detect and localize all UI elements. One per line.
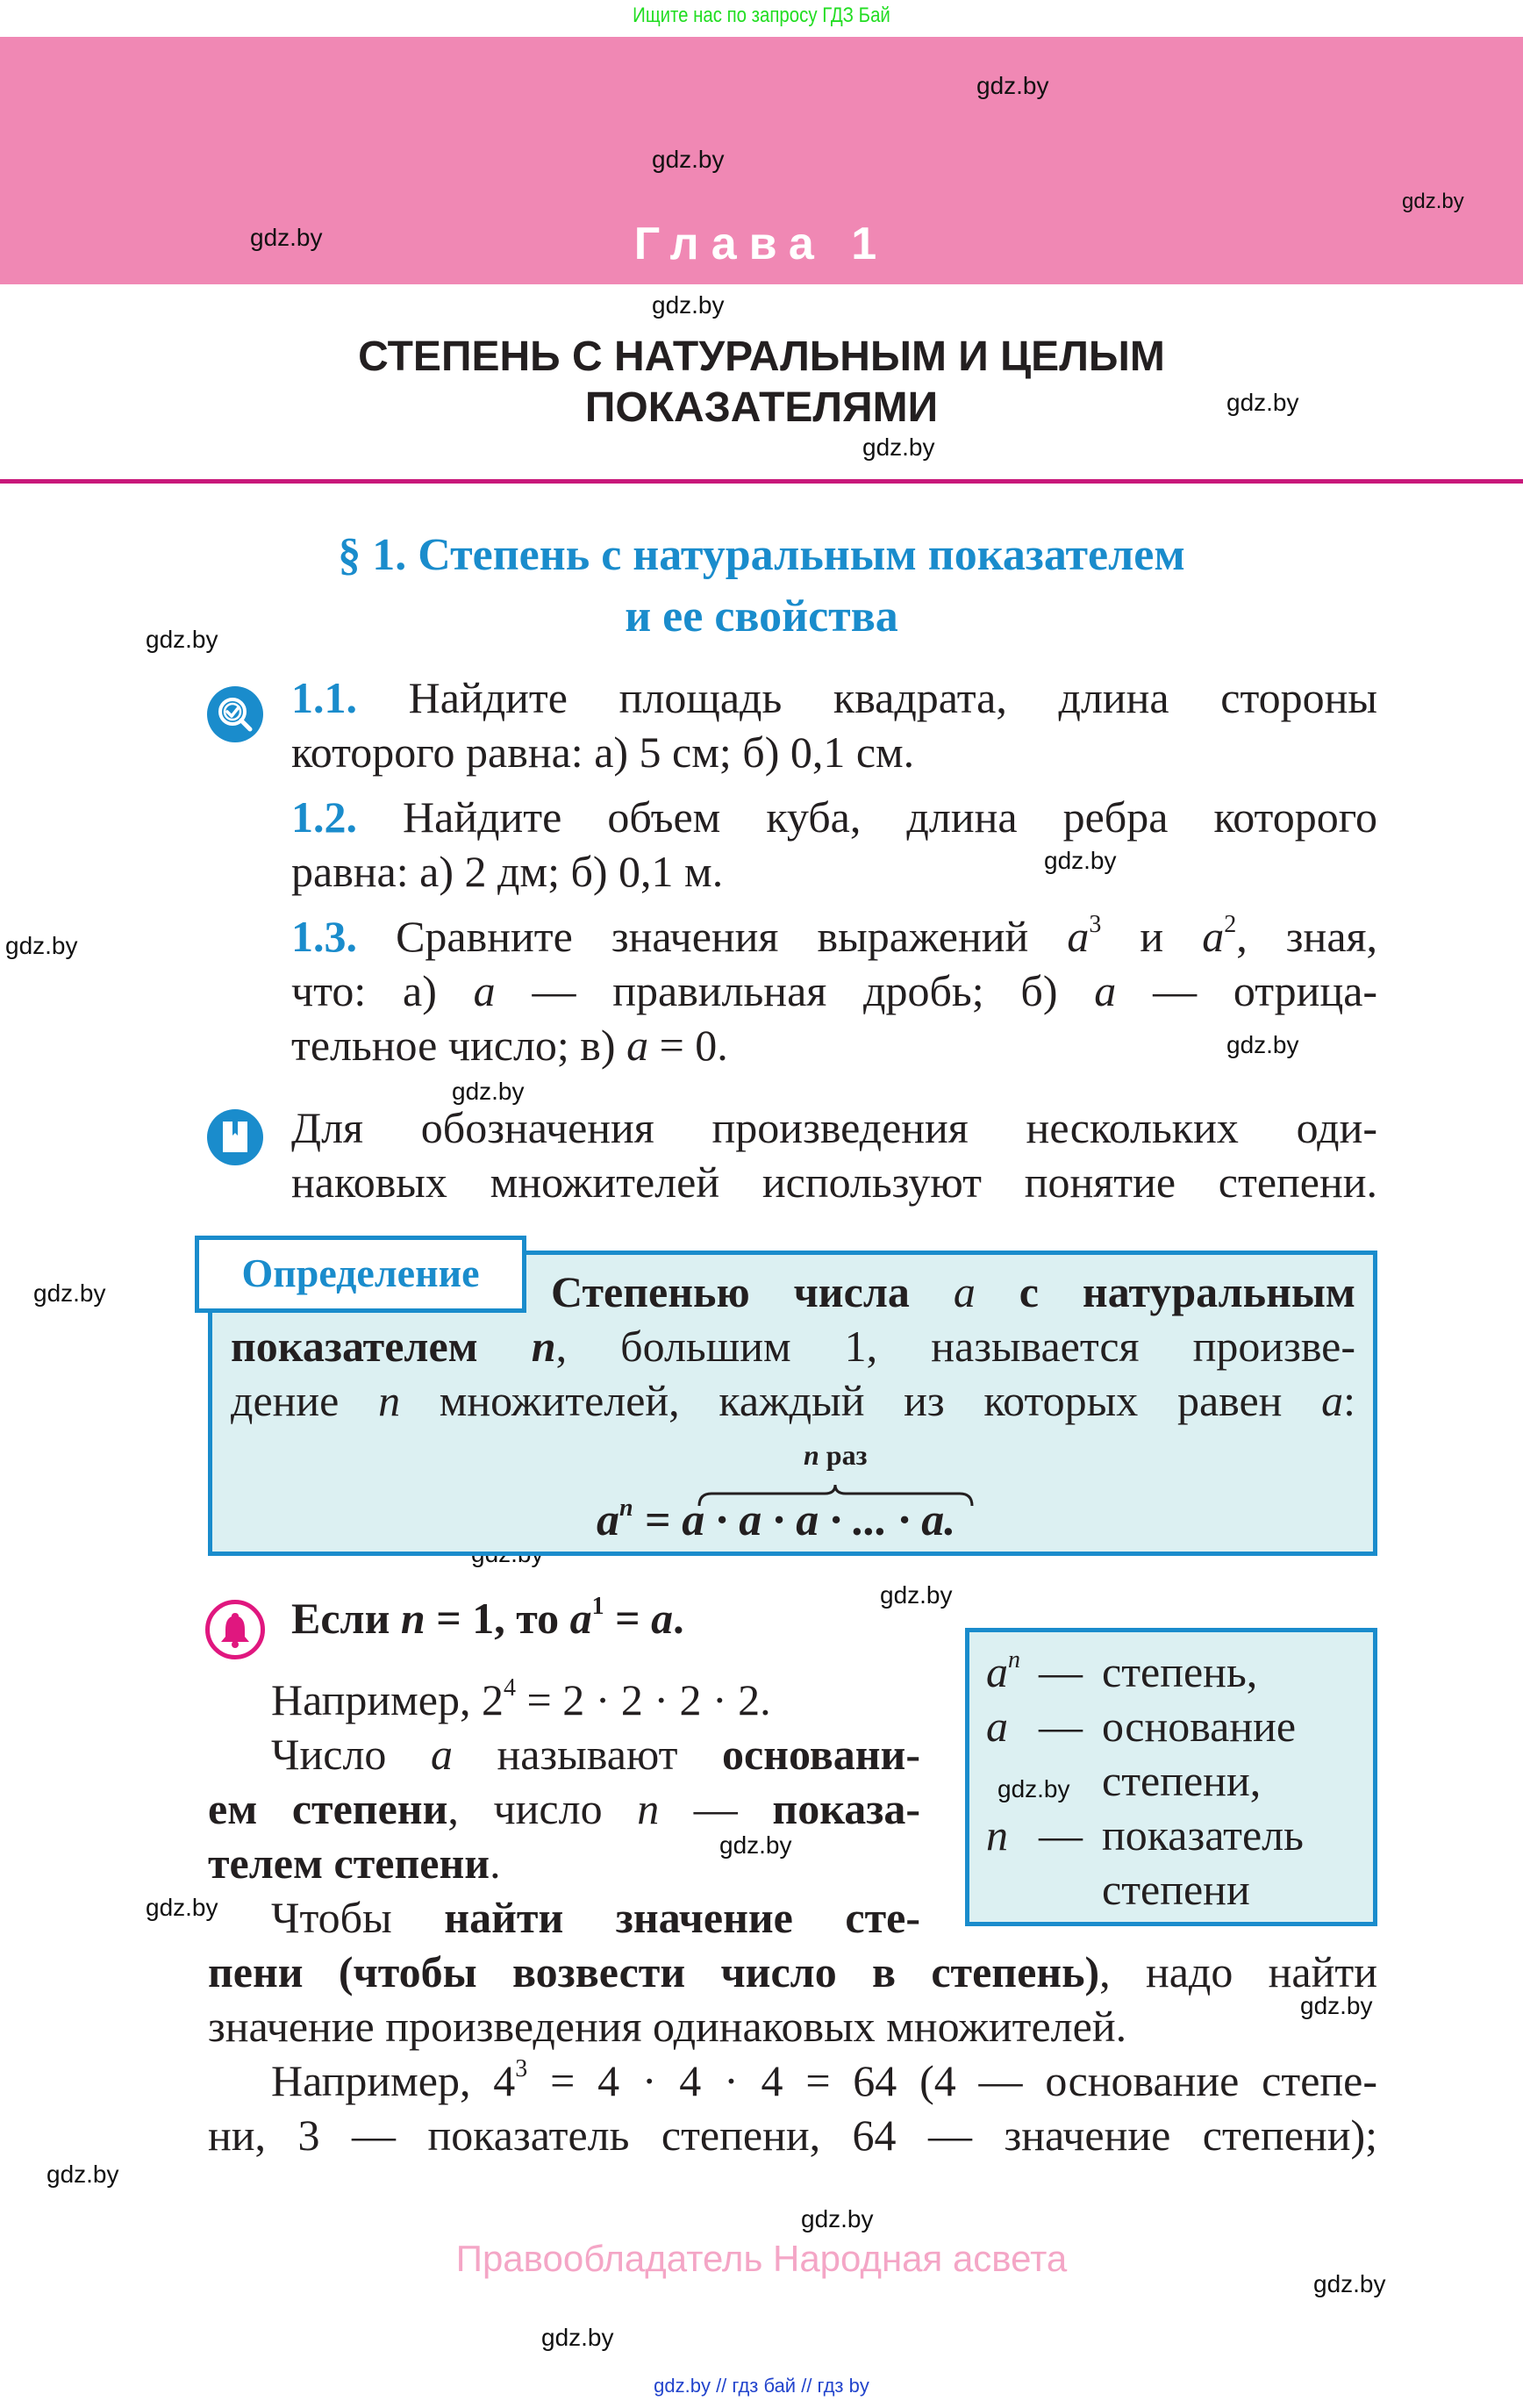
section-title-line2: и ее свойства [625,591,898,641]
watermark: gdz.by [1226,1031,1299,1058]
watermark: gdz.by [976,72,1049,99]
exercise-1-3: 1.3. Сравните значения выражений $a^3$ и $a^2$, зная, что: а) a — правильная дробь; б) a — отрица- тельное число; в) a = 0. [291,911,1378,1070]
section-divider [0,479,1523,484]
watermark: gdz.by [452,1078,525,1105]
terms-row: n — показатель [986,1810,1304,1860]
chapter-title-line2: ПОКАЗАТЕЛЯМИ [584,384,939,431]
section-title [0,525,1523,648]
watermark: gdz.by [652,291,725,319]
terms-row: $a^n$ — степень, [986,1646,1258,1696]
watermark: gdz.by [250,224,323,251]
watermark: gdz.by [1402,190,1464,213]
watermark: gdz.by [146,626,218,653]
chapter-title [0,332,1523,434]
bottom-links[interactable]: gdz.by // гдз бай // гдз by [654,2375,869,2397]
exercise-check-icon [207,686,263,742]
watermark: gdz.by [5,932,78,959]
terms-row: степени, [1102,1756,1262,1805]
exercise-number: 1.1. [291,673,357,722]
copyright-notice: Правообладатель Народная асвета [455,2238,1068,2279]
top-banner: Ищите нас по запросу ГДЗ Бай [633,4,890,27]
exercise-list [291,670,1377,1072]
watermark: gdz.by [652,146,725,173]
exercise-number: 1.3. [291,912,357,961]
watermark: gdz.by [1226,389,1299,416]
definition-tab: Определение [195,1236,526,1313]
watermark: gdz.by [541,2324,614,2351]
watermark: gdz.by [1044,847,1117,874]
chapter-label: Глава 1 [633,219,890,269]
watermark: gdz.by [862,434,935,461]
watermark: gdz.by [801,2205,874,2232]
example-1: Например, $2^4 = 2 \cdot 2 \cdot 2 \cdot 2$. [271,1674,771,1724]
definition-text: Степенью числа a с натуральным показателем n, большим 1, называется произве- дение n множителей, каждый из которых равен a: [231,1267,1356,1425]
watermark: gdz.by [146,1894,218,1921]
bell-icon [205,1600,265,1659]
watermark: gdz.by [880,1581,953,1609]
watermark: gdz.by [33,1279,106,1307]
watermark: gdz.by [1313,2270,1386,2297]
watermark: gdz.by [46,2161,119,2188]
definition-formula: $a^n = a \cdot a \cdot a$ · ... · a. [597,1494,956,1545]
body-full-width: пени (чтобы возвести число в степень), надо найти значение произведения одинаковых множителей. Например, $4^3 = 4 \cdot 4 \cdot 4 = 64$ (4 — основание степе- ни, 3 — показатель степени, 64 — значение степени); [208,1947,1377,2160]
terms-row: a — основание [986,1702,1297,1751]
section-title-line1: § 1. Степень с натуральным показателем [338,530,1185,580]
chapter-title-line1: СТЕПЕНЬ С НАТУРАЛЬНЫМ И ЦЕЛЫМ [358,333,1165,380]
exercise-1-1: 1.1. Найдите площадь квадрата, длина стороны которого равна: а) 5 см; б) 0,1 см. [291,673,1378,777]
watermark: gdz.by [997,1775,1070,1802]
book-icon [207,1109,263,1165]
terms-row: степени [1102,1865,1250,1914]
exercise-number: 1.2. [291,792,357,842]
intro-note: Для обозначения произведения нескольких оди- наковых множителей используют понятие степени. [291,1103,1377,1207]
watermark: gdz.by [1300,1992,1373,2019]
remark-text: Если n = 1, то $a^1 = a$. [291,1593,684,1643]
brace-label: n раз [804,1439,868,1471]
watermark: gdz.by [719,1831,792,1859]
example-2: Например, $4^3 = 4 \cdot 4 \cdot 4 = 64$ (4 — основание степе- [271,2055,1377,2105]
exercise-1-2: 1.2. Найдите объем куба, длина ребра которого равна: а) 2 дм; б) 0,1 м. [291,792,1377,896]
body-left-column: Например, $2^4 = 2 \cdot 2 \cdot 2 \cdot 2$. Число a называют основани- ем степени, число n — показа- телем степени. Чтобы найти значение сте- [208,1674,921,1942]
